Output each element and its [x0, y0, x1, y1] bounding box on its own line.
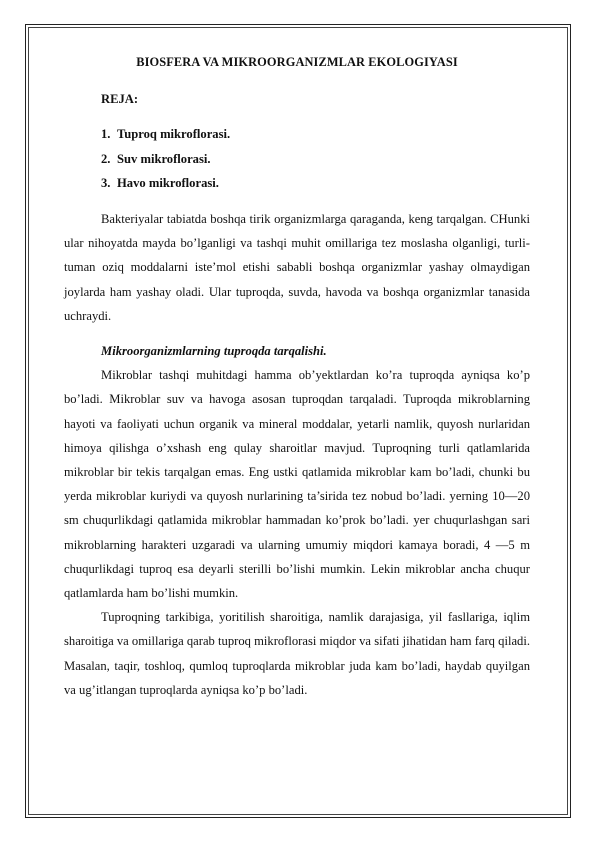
plan-item	[101, 171, 530, 195]
plan-list	[64, 122, 530, 195]
document-title: BIOSFERA VA MIKROORGANIZMLAR EKOLOGIYASI	[136, 55, 458, 69]
plan-item-number: 3.	[101, 175, 111, 190]
plan-item-number: 2.	[101, 151, 111, 166]
paragraph-gap	[64, 328, 530, 339]
section-heading: Mikroorganizmlarning tuproqda tarqalishi.	[101, 344, 327, 359]
plan-heading: REJA:	[101, 92, 139, 107]
document-body	[64, 50, 530, 702]
plan-item-text: Suv mikroflorasi.	[117, 151, 211, 166]
plan-item-number: 1.	[101, 127, 111, 142]
plan-item	[101, 147, 530, 171]
intro-paragraph: Bakteriyalar tabiatda boshqa tirik organizmlarga qaraganda, keng tarqalgan. CHunki ular nihoyatda mayda bo’lganligi va tashqi muhit omillariga tez moslasha olganligi, turli-tuman oziq moddalarni iste’mol etishi sababli boshqa organizmlar yashay olmaydigan joylarda ham yashay oladi. Ular tuproqda, suvda, havoda va boshqa organizmlar tanasida uchraydi.	[64, 212, 530, 323]
plan-item-text: Tuproq mikroflorasi.	[117, 127, 231, 142]
section-paragraph: Mikroblar tashqi muhitdagi hamma ob’yektlardan ko’ra tuproqda ayniqsa ko’p bo’ladi. Mikroblar suv va havoga asosan tuproqdan tarqaladi. Tuproqda mikroblarning hayoti va faoliyati uchun organik va mineral moddalar, yetarli namlik, quyosh nurlaridan himoya qilishga o’xshash eng qulay sharoitlar mavjud. Tuproqning turli qatlamlarida mikroblar bir tekis tarqalgan emas. Eng ustki qatlamida mikroblar kam bo’ladi, chunki bu yerda mikroblar kuriydi va quyosh nurlarining ta’sirida tez nobud bo’ladi. yerning 10—20 sm chuqurlikdagi qatlamida mikroblar hammadan ko’prok bo’ladi. yer chuqurlashgan sari mikroblarning harakteri uzgaradi va ularning umumiy miqdori kamaya boradi, 4 —5 m chuqurlikdagi tuproq esa deyarli sterilli bo’lishi mumkin. Lekin mikroblar ancha chuqur qatlamlarda ham bo’lishi mumkin.	[64, 368, 530, 601]
plan-item-text: Havo mikroflorasi.	[117, 175, 219, 190]
plan-item	[101, 122, 530, 146]
section-paragraph: Tuproqning tarkibiga, yoritilish sharoitiga, namlik darajasiga, yil fasllariga, iqlim sharoitiga va omillariga qarab tuproq mikroflorasi miqdor va sifati jihatidan ham farq qiladi. Masalan, taqir, toshloq, qumloq tuproqlarda mikroblar juda kam bo’ladi, haydab quyilgan va ug’itlangan tuproqlarda ayniqsa ko’p bo’ladi.	[64, 610, 530, 697]
